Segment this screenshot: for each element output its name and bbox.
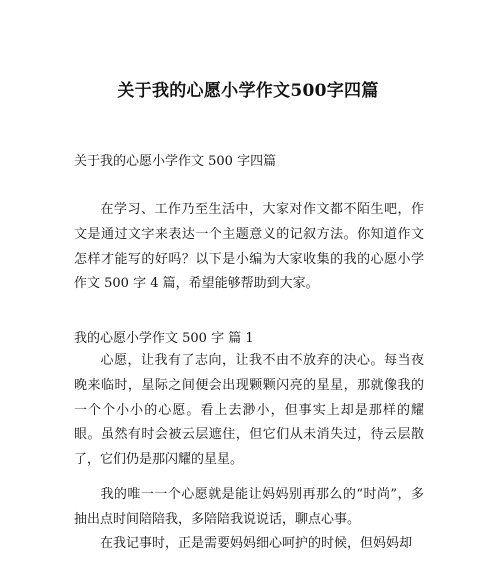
body-paragraph-text: 在我记事时，正是需要妈妈细心呵护的时候，但妈妈却 xyxy=(100,536,413,551)
section-heading: 我的心愿小学作文 500 字 篇 1 xyxy=(74,331,254,346)
body-paragraph xyxy=(74,532,424,557)
body-paragraph-text: 心愿，让我有了志向，让我不由不放弃的决心。每当夜晚来临时，星际之间便会出现颗颗闪亮的星星，那就像我的一个个小小的心愿。看上去渺小，但事实上却是那样的耀眼。虽然有时会被云层遮住，但它们从未消失过，待云层散了，它们仍是那闪耀的星星。 xyxy=(74,353,424,468)
document-title: 关于我的心愿小学作文500字四篇 xyxy=(117,81,379,101)
intro-paragraph xyxy=(74,198,424,297)
body-paragraph-text: 我的唯一一个心愿就是能让妈妈别再那么的“时尚”，多抽出点时间陪陪我，多陪陪我说说话，聊点心事。 xyxy=(74,487,424,527)
body-paragraph xyxy=(74,483,424,533)
body-paragraph xyxy=(74,349,424,473)
intro-text: 在学习、工作乃至生活中，大家对作文都不陌生吧，作文是通过文字来表达一个主题意义的记叙方法。你知道作文怎样才能写的好吗？以下是小编为大家收集的我的心愿小学作文 500 字 4 篇，希望能够帮助到大家。 xyxy=(74,202,424,292)
document-subtitle: 关于我的心愿小学作文 500 字四篇 xyxy=(74,154,277,169)
